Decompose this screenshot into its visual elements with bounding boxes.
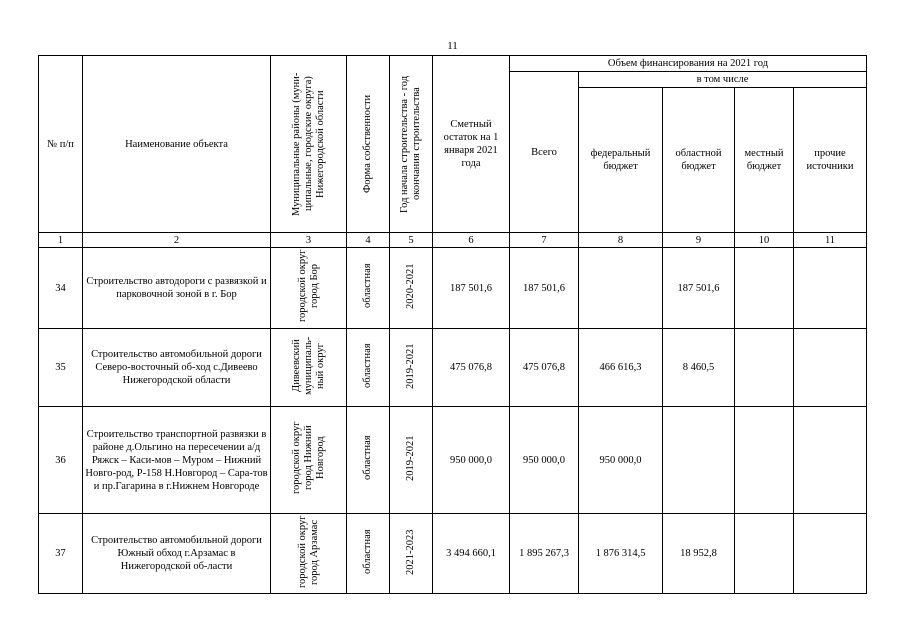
column-number: 8 bbox=[579, 233, 663, 248]
row-num: 35 bbox=[39, 329, 83, 407]
row-other bbox=[794, 248, 867, 329]
row-name: Строительство автомобильной дороги Южный обход г.Арзамас в Нижегородской об-ласти bbox=[83, 514, 271, 594]
row-ownership-text: областная bbox=[362, 263, 373, 309]
column-number: 7 bbox=[510, 233, 579, 248]
row-years-text: 2020-2021 bbox=[405, 263, 416, 309]
row-estimate: 475 076,8 bbox=[433, 329, 510, 407]
row-years-text: 2021-2023 bbox=[405, 528, 416, 575]
row-federal: 1 876 314,5 bbox=[579, 514, 663, 594]
row-ownership bbox=[347, 329, 390, 407]
row-regional: 8 460,5 bbox=[663, 329, 735, 407]
header-years bbox=[390, 56, 433, 233]
row-estimate: 3 494 660,1 bbox=[433, 514, 510, 594]
header-years-text: Год начала строительства - год окончания строительства bbox=[399, 75, 422, 213]
row-ownership bbox=[347, 248, 390, 329]
row-district bbox=[271, 329, 347, 407]
header-local: местный бюджет bbox=[735, 88, 794, 233]
row-estimate: 187 501,6 bbox=[433, 248, 510, 329]
row-other bbox=[794, 514, 867, 594]
row-local bbox=[735, 407, 794, 514]
row-other bbox=[794, 329, 867, 407]
row-regional: 187 501,6 bbox=[663, 248, 735, 329]
column-number: 10 bbox=[735, 233, 794, 248]
header-federal: федеральный бюджет bbox=[579, 88, 663, 233]
header-row bbox=[39, 56, 867, 72]
row-name: Строительство автодороги с развязкой и парковочной зоной в г. Бор bbox=[83, 248, 271, 329]
column-number: 9 bbox=[663, 233, 735, 248]
header-districts-text: Муниципальные районы (муни-ципальные, городские округа) Нижегородской области bbox=[290, 72, 326, 216]
row-name: Строительство автомобильной дороги Северо-восточный об-ход с.Дивеево Нижегородской области bbox=[83, 329, 271, 407]
row-total: 950 000,0 bbox=[510, 407, 579, 514]
row-estimate: 950 000,0 bbox=[433, 407, 510, 514]
row-district-text: Дивеевский муниципаль-ный округ bbox=[290, 336, 326, 395]
row-years-text: 2019-2021 bbox=[405, 435, 416, 481]
row-district bbox=[271, 248, 347, 329]
table-row bbox=[39, 329, 867, 407]
header-including: в том числе bbox=[579, 72, 867, 88]
header-ownership-text: Форма собственности bbox=[362, 94, 373, 194]
row-total: 475 076,8 bbox=[510, 329, 579, 407]
column-number: 2 bbox=[83, 233, 271, 248]
row-years bbox=[390, 407, 433, 514]
row-num: 34 bbox=[39, 248, 83, 329]
column-number: 1 bbox=[39, 233, 83, 248]
page-number: 11 bbox=[447, 40, 458, 52]
header-other: прочие источники bbox=[794, 88, 867, 233]
header-regional: областной бюджет bbox=[663, 88, 735, 233]
row-num: 36 bbox=[39, 407, 83, 514]
row-years-text: 2019-2021 bbox=[405, 342, 416, 389]
row-total: 187 501,6 bbox=[510, 248, 579, 329]
row-other bbox=[794, 407, 867, 514]
header-name: Наименование объекта bbox=[83, 56, 271, 233]
column-number: 5 bbox=[390, 233, 433, 248]
row-district-text: городской округ город Арзамас bbox=[296, 515, 320, 588]
row-local bbox=[735, 248, 794, 329]
table-row bbox=[39, 514, 867, 594]
row-num: 37 bbox=[39, 514, 83, 594]
column-number: 3 bbox=[271, 233, 347, 248]
row-local bbox=[735, 514, 794, 594]
table-row bbox=[39, 248, 867, 329]
row-years bbox=[390, 248, 433, 329]
column-number-row bbox=[39, 233, 867, 248]
row-federal: 466 616,3 bbox=[579, 329, 663, 407]
header-districts bbox=[271, 56, 347, 233]
row-ownership bbox=[347, 514, 390, 594]
header-total: Всего bbox=[510, 72, 579, 233]
column-number: 11 bbox=[794, 233, 867, 248]
row-district-text: городской округ город Нижний Новгород bbox=[290, 421, 326, 495]
row-total: 1 895 267,3 bbox=[510, 514, 579, 594]
financing-table bbox=[38, 55, 867, 594]
header-financing: Объем финансирования на 2021 год bbox=[510, 56, 867, 72]
column-number: 6 bbox=[433, 233, 510, 248]
row-federal: 950 000,0 bbox=[579, 407, 663, 514]
header-estimate: Сметный остаток на 1 января 2021 года bbox=[433, 56, 510, 233]
row-ownership bbox=[347, 407, 390, 514]
row-local bbox=[735, 329, 794, 407]
header-num: № п/п bbox=[39, 56, 83, 233]
row-district bbox=[271, 514, 347, 594]
column-number: 4 bbox=[347, 233, 390, 248]
row-years bbox=[390, 514, 433, 594]
header-ownership bbox=[347, 56, 390, 233]
row-ownership-text: областная bbox=[362, 435, 373, 481]
row-district bbox=[271, 407, 347, 514]
table-row bbox=[39, 407, 867, 514]
row-federal bbox=[579, 248, 663, 329]
row-district-text: городской округ город Бор bbox=[296, 249, 320, 323]
row-name: Строительство транспортной развязки в районе д.Ольгино на пересечении а/д Ряжск – Каси-мов – Муром – Нижний Новго-род, Р-158 Н.Новгород – Сара-тов и пр.Гагарина в г.Нижнем Новгороде bbox=[83, 407, 271, 514]
row-regional bbox=[663, 407, 735, 514]
row-ownership-text: областная bbox=[362, 529, 373, 574]
row-ownership-text: областная bbox=[362, 343, 373, 388]
row-regional: 18 952,8 bbox=[663, 514, 735, 594]
row-years bbox=[390, 329, 433, 407]
